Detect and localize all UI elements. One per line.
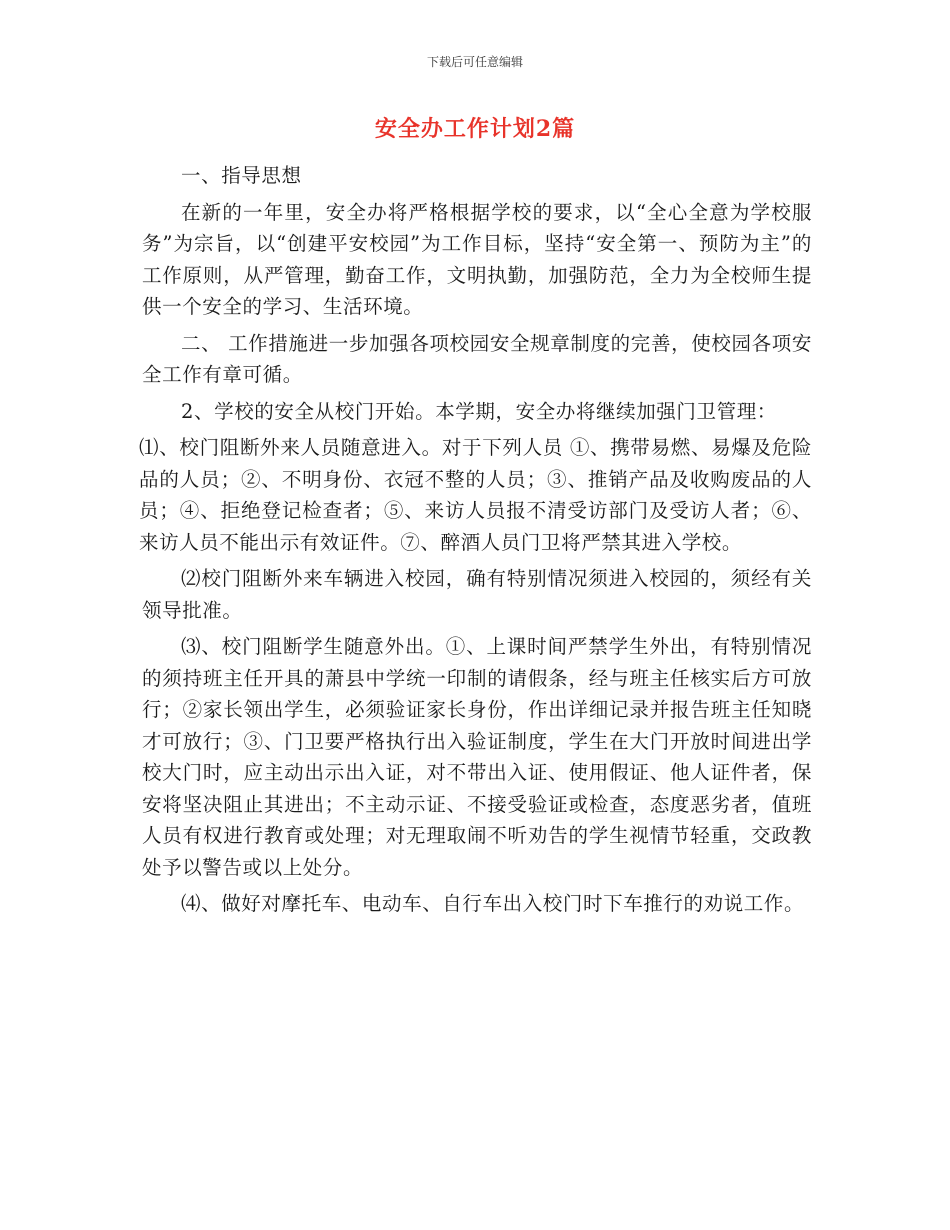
paragraph-gate-rule-2: ⑵校门阻断外来车辆进入校园，确有特别情况须进入校园的，须经有关领导批准。 [142,567,812,622]
paragraph-gate-rule-4: ⑷、做好对摩托车、电动车、自行车出入校门时下车推行的劝说工作。 [181,892,805,915]
paragraph-guiding-ideology: 在新的一年里，安全办将严格根据学校的要求，以“全心全意为学校服务”为宗旨，以“创建平安校园”为工作目标，坚持“安全第一、预防为主”的工作原则，从严管理，勤奋工作，文明执勤，加强防范，全力为全校师生提供一个安全的学习、生活环境。 [142,200,812,318]
paragraph-work-measures: 二、 工作措施进一步加强各项校园安全规章制度的完善，使校园各项安全工作有章可循。 [142,331,812,386]
paragraph-gate-rule-3: ⑶、校门阻断学生随意外出。①、上课时间严禁学生外出，有特别情况的须持班主任开具的萧县中学统一印制的请假条，经与班主任核实后方可放行；②家长领出学生，必须验证家长身份，作出详细记录并报告班主任知晓才可放行；③、门卫要严格执行出入验证制度，学生在大门开放时间进出学校大门时，应主动出示出入证，对不带出入证、使用假证、他人证件者，保安将坚决阻止其进出；不主动示证、不接受验证或检查，态度恶劣者，值班人员有权进行教育或处理；对无理取闹不听劝告的学生视情节轻重，交政教处予以警告或以上处分。 [142,635,812,879]
paragraph-gate-management: 2、学校的安全从校门开始。本学期，安全办将继续加强门卫管理： [181,399,777,423]
paragraph-gate-rule-1: ⑴、校门阻断外来人员随意进入。对于下列人员 ①、携带易燃、易爆及危险品的人员；②、不明身份、衣冠不整的人员；③、推销产品及收购废品的人员；④、拒绝登记检查者；⑤、来访人员报不清受访部门及受访人者；⑥、来访人员不能出示有效证件。⑦、醉酒人员门卫将严禁其进入学校。 [139,436,812,554]
document-title: 安全办工作计划2篇 [374,116,576,142]
section-heading-guiding-ideology: 一、指导思想 [181,164,302,187]
header-note: 下载后可任意编辑 [426,55,523,69]
document-body [139,160,812,925]
